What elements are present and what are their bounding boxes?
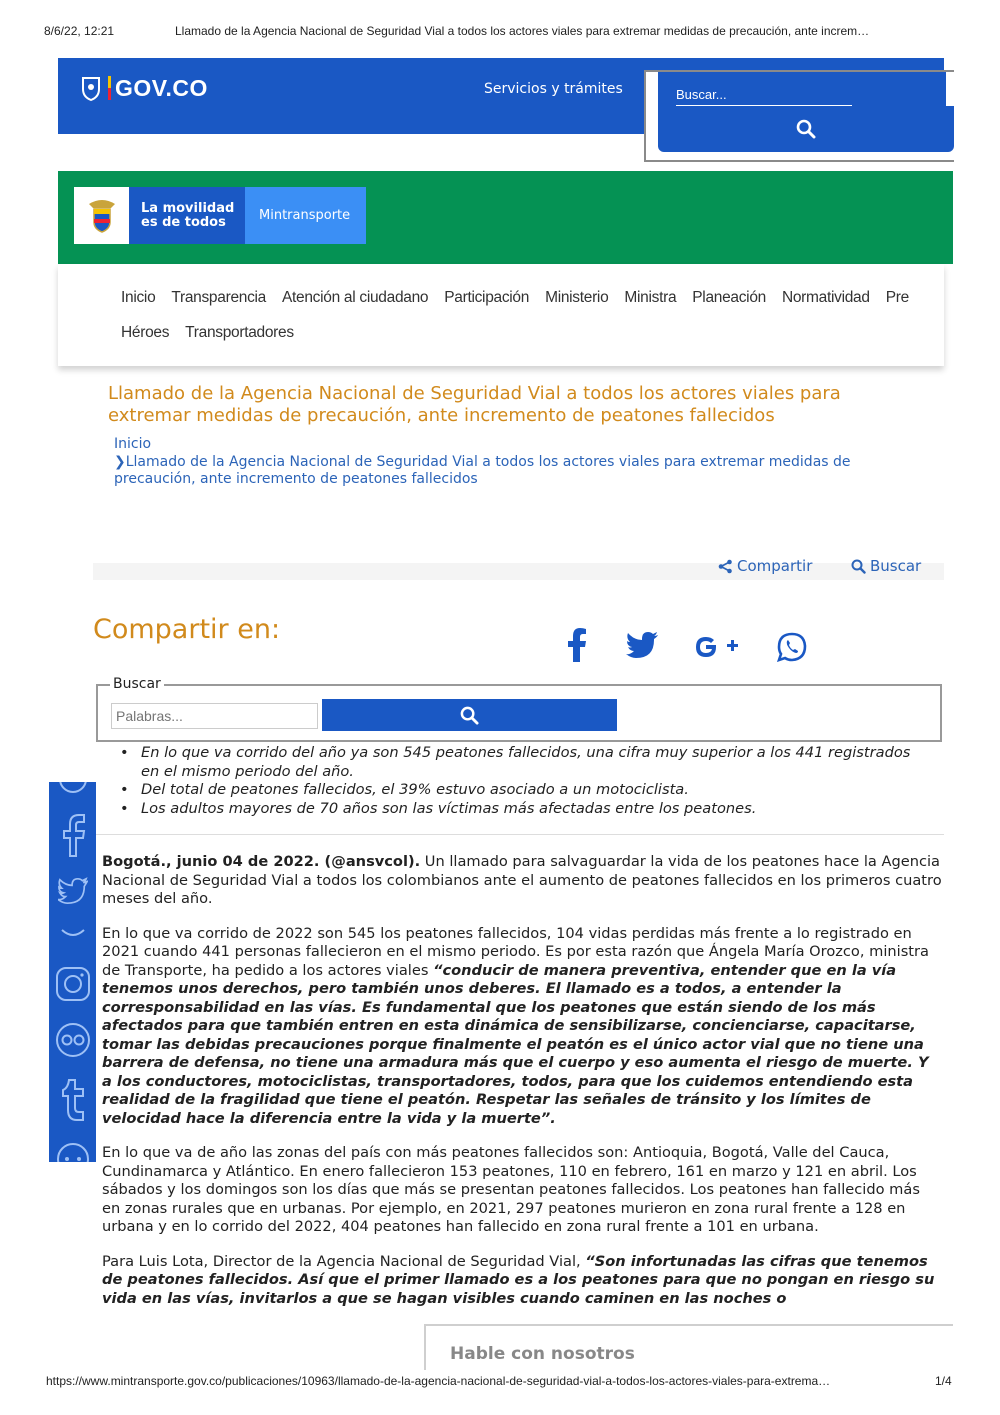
nav-item-inicio[interactable]: Inicio [121, 289, 156, 306]
google-plus-icon[interactable] [694, 634, 740, 664]
gov-logo-text: GOV.CO [115, 74, 208, 101]
list-item: • Del total de peatones fallecidos, el 39% estuvo asociado a un motociclista. [141, 781, 931, 800]
print-date: 8/6/22, 12:21 [44, 24, 115, 38]
search-icon [460, 706, 479, 725]
nav-item-normatividad[interactable]: Normatividad [781, 289, 870, 306]
shield-icon [80, 74, 102, 102]
search-icon [796, 119, 816, 139]
paragraph-text: En lo que va de año las zonas del país con más peatones fallecidos son: Antioquia, Bogotá, Valle del Cauca, Cundinamarca y Atlántico. En enero fallecieron 153 peatones, 110 en febrero, 161 en marzo y 121 en abril. Los sábados y los domingos son los días que más se presentan peatones fallecidos. Los peatones han fallecido más en zonas rurales que en urbanas. Por ejemplo, en 2021, 297 peatones murieron en zona rural frente a 128 en urbana y en lo corrido del 2022, 404 peatones han fallecido en zona rural frente a 101 en urbana. [102, 1144, 920, 1235]
nav-item-participacion[interactable]: Participación [444, 289, 530, 306]
nav-item-atencion[interactable]: Atención al ciudadano [282, 289, 429, 306]
search-label: Buscar [870, 557, 922, 575]
search-toggle-button[interactable] [851, 557, 921, 575]
summary-list [141, 744, 931, 818]
chevron-right-icon: ❯ [114, 453, 126, 470]
search-icon [851, 559, 866, 574]
more-icon[interactable] [56, 1142, 90, 1162]
list-item: • Los adultos mayores de 70 años son las víctimas más afectadas entre los peatones. [141, 800, 931, 819]
coat-of-arms-icon [74, 187, 129, 244]
share-strip [93, 563, 944, 580]
gov-logo[interactable] [80, 74, 208, 102]
page-title: Llamado de la Agencia Nacional de Seguridad Vial a todos los actores viales para extremar medidas de precaución, ante incremento de peatones fallecidos [108, 383, 841, 426]
paragraph [102, 925, 942, 1129]
nav-item-ministerio[interactable]: Ministerio [545, 289, 609, 306]
whatsapp-icon[interactable] [777, 632, 807, 666]
facebook-icon[interactable] [58, 812, 88, 858]
search-panel [96, 676, 942, 742]
tumblr-icon[interactable] [58, 1078, 88, 1122]
twitter-icon[interactable] [626, 632, 658, 663]
services-link[interactable]: Servicios y trámites [484, 81, 623, 97]
paragraph [102, 1253, 942, 1309]
twitter-icon[interactable] [58, 876, 88, 906]
paragraph [102, 1144, 942, 1237]
divider [93, 834, 944, 835]
breadcrumb-home[interactable]: Inicio [114, 436, 152, 452]
chat-widget[interactable] [424, 1324, 953, 1370]
article-body [102, 853, 942, 1324]
side-share-bar [49, 782, 96, 1162]
movilidad-label: La movilidad es de todos [129, 187, 245, 244]
partial-icon [58, 782, 88, 794]
mintransporte-logo[interactable] [74, 187, 366, 244]
share-button[interactable] [718, 557, 812, 575]
logo-divider [108, 76, 111, 100]
share-label: Compartir [737, 557, 813, 575]
header-search-bg [658, 72, 946, 110]
breadcrumb-current-row [114, 454, 894, 489]
header-search-button[interactable] [658, 106, 954, 152]
paragraph [102, 853, 942, 909]
main-nav [58, 264, 944, 366]
nav-item-transparencia[interactable]: Transparencia [171, 289, 266, 306]
quote: “Son infortunadas las cifras que tenemos de peatones fallecidos. Así que el primer llamado es a los peatones para que no pongan en riesgo su vida en las vías, invitarlos a que se hagan visibles cuando caminen en las noches o [102, 1252, 935, 1307]
share-panel-title: Compartir en: [93, 614, 281, 645]
nav-row-1 [121, 289, 925, 307]
search-panel-legend: Buscar [110, 676, 164, 692]
flickr-icon[interactable] [55, 1022, 91, 1058]
nav-item-planeacion[interactable]: Planeación [692, 289, 766, 306]
quote: “conducir de manera preventiva, entender que en la vía tenemos unos derechos, pero también unos deberes. El llamado es a todos, a entender la corresponsabilidad en las vías. Es fundamental que los peatones que están siendo de los más afectados para que también entren en esta dinámica de sensibilizarse, concienciarse, capacitarse, tomar las debidas precauciones porque finalmente el peatón es el único actor vial que no tiene una barrera de defensa, no tiene una armadura más que el cuerpo y eso aumenta el riesgo de muerte. Y a los conductores, motociclistas, transportadores, todos, para que los cuidemos entendiendo esta realidad de la fragilidad que tiene el peatón. Respetar las señales de tránsito y los límites de velocidad hace la diferencia entre la vida y la muerte”. [102, 961, 929, 1127]
search-panel-input[interactable] [111, 703, 318, 729]
share-icon [718, 559, 733, 574]
breadcrumb [114, 436, 894, 489]
dateline: Bogotá., junio 04 de 2022. (@ansvcol). [102, 853, 421, 870]
header-search-input[interactable] [676, 84, 852, 106]
nav-row-2 [121, 324, 310, 342]
nav-item-ministra[interactable]: Ministra [624, 289, 677, 306]
brand-bar [58, 171, 953, 264]
nav-item-heroes[interactable]: Héroes [121, 324, 170, 341]
nav-item-pre[interactable]: Pre [885, 289, 909, 306]
paragraph-text: Para Luis Lota, Director de la Agencia Nacional de Seguridad Vial, [102, 1252, 586, 1270]
chat-label: Hable con nosotros [450, 1344, 635, 1364]
print-page-number: 1/4 [935, 1374, 952, 1388]
divider-icon [58, 928, 88, 942]
nav-item-transportadores[interactable]: Transportadores [185, 324, 294, 341]
facebook-icon[interactable] [566, 628, 588, 666]
print-url: https://www.mintransporte.gov.co/publicaciones/10963/llamado-de-la-agencia-nacional-de-seguridad-vial-a-todos-los-actores-viales-para-extrema… [46, 1374, 831, 1388]
paragraph-text: En lo que va corrido de 2022 son 545 los peatones fallecidos, 104 vidas perdidas más frente a lo registrado en 2021 cuando 441 personas fallecieron en el mismo periodo. Es por esta razón que Ángela María Orozco, ministra de Transporte, ha pedido a los actores viales [102, 924, 929, 979]
mintransporte-label: Mintransporte [245, 187, 366, 244]
paragraph-text: Un llamado para salvaguardar la vida de los peatones hace la Agencia Nacional de Seguridad Vial a todos los colombianos ante el aumento de peatones fallecidos en los primeros cuatro meses del año. [102, 853, 942, 907]
instagram-icon[interactable] [55, 966, 91, 1002]
list-item: • En lo que va corrido del año ya son 545 peatones fallecidos, una cifra muy superior a los 441 registrados en el mismo periodo del año. [141, 744, 931, 781]
breadcrumb-current[interactable]: Llamado de la Agencia Nacional de Seguridad Vial a todos los actores viales para extremar medidas de precaución, ante incremento de peatones fallecidos [114, 453, 851, 487]
search-panel-button[interactable] [322, 699, 617, 731]
print-title: Llamado de la Agencia Nacional de Seguridad Vial a todos los actores viales para extremar medidas de precaución, ante increm… [175, 24, 870, 38]
header-search [644, 70, 954, 162]
